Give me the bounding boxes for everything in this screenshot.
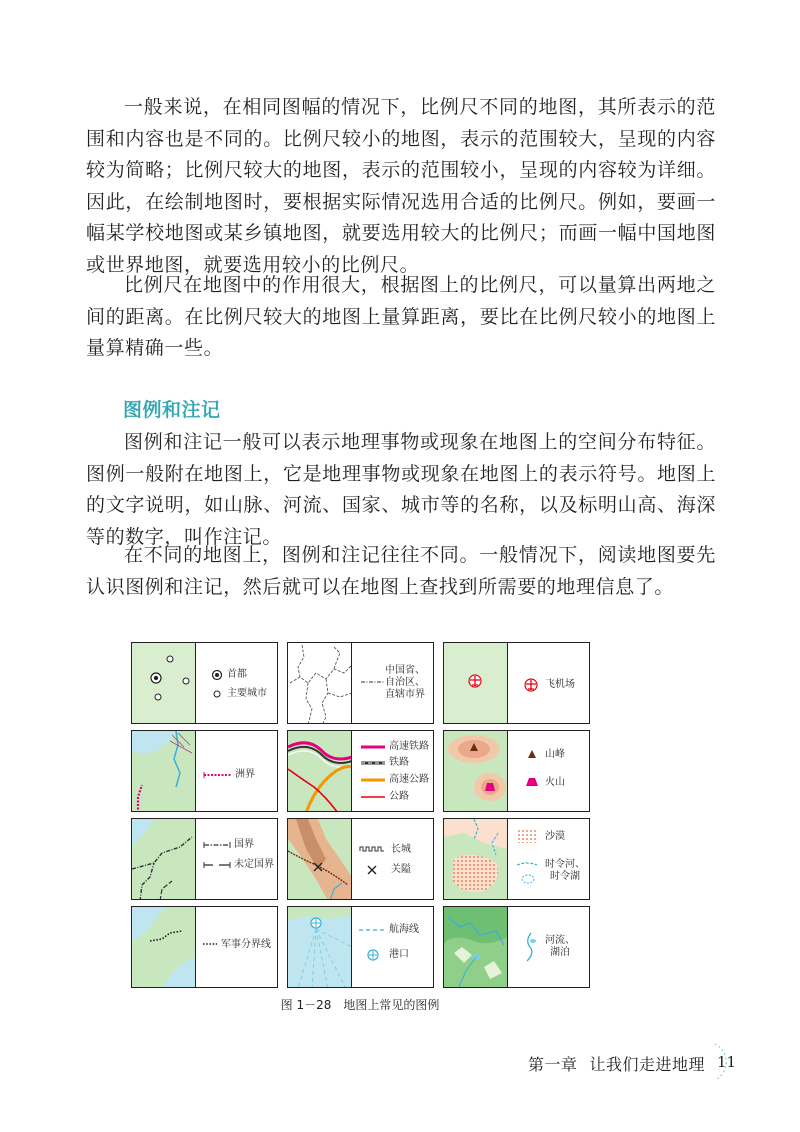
paragraph-scale-comparison: 一般来说，在相同图幅的情况下，比例尺不同的地图，其所表示的范围和内容也是不同的。比例尺较小的地图，表示的范围较大，呈现的内容较为简略；比例尺较大的地图，表示的范围较小，呈现的内容较为详细。因此，在绘制地图时，要根据实际情况选用合适的比例尺。例如，要画一幅某学校地图或某乡镇地图，就要选用较大的比例尺；而画一幅中国地图或世界地图，就要选用较小的比例尺。 [86,96,716,276]
legend-cell-airport [443,642,590,724]
legend-label-pass: 关隘 [391,864,411,875]
figure-number: 图 1－28 [280,998,332,1012]
legend-cell-peak-volcano [443,730,590,812]
river-lake-symbol [521,931,539,963]
map-sample-continent [132,731,196,811]
legend-cell-transport [287,730,434,812]
legend-cell-cities [131,642,278,724]
map-sample-great-wall [288,819,352,899]
legend-label-volcano: 火山 [545,777,565,788]
legend-label-military-line: 军事分界线 [221,939,271,950]
map-sample-provinces [288,643,352,723]
legend-cell-desert [443,818,590,900]
legend-label-continent-boundary: 洲界 [235,769,255,780]
footer-chapter [528,1052,717,1075]
legend-cell-rivers-lakes [443,906,590,988]
legend-cell-great-wall [287,818,434,900]
legend-label-great-wall: 长城 [391,844,411,855]
legend-cell-continent-boundary [131,730,278,812]
legend-label-highway: 公路 [389,791,409,802]
legend-cell-shipping [287,906,434,988]
map-sample-cities [132,643,196,723]
legend-label-railway: 铁路 [389,757,409,768]
figure-title: 地图上常见的图例 [343,998,440,1012]
legend-label-highspeed-rail: 高速铁路 [389,741,429,752]
legend-cell-military-line [131,906,278,988]
legend-label-shipping-line: 航海线 [389,924,419,935]
volcano-icon [525,777,539,787]
map-sample-national-boundary [132,819,196,899]
transport-symbols [361,743,385,803]
page-number: 11 [717,1053,737,1071]
paragraph-scale-usage: 比例尺在地图中的作用很大，根据图上的比例尺，可以量算出两地之间的距离。在比例尺较大的地图上量算距离，要比在比例尺较小的地图上量算精确一些。 [86,274,716,359]
map-sample-shipping [288,907,352,987]
seasonal-river-lake-symbol [515,859,541,887]
provincial-boundary-symbol [361,679,385,685]
military-line-symbol [203,941,217,947]
port-icon [367,949,379,961]
map-sample-desert [444,819,508,899]
national-boundary-symbol [203,841,231,873]
map-sample-rivers [444,907,508,987]
peak-icon [527,749,537,759]
figure-caption [0,996,720,1013]
desert-symbol [517,829,537,843]
legend-label-capital: 首都 [227,669,247,680]
map-sample-military-line [132,907,196,987]
map-sample-transport [288,731,352,811]
map-sample-airport [444,643,508,723]
legend-label-port: 港口 [389,949,409,960]
great-wall-symbol [359,845,385,853]
continent-boundary-symbol [203,771,233,779]
major-city-icon [212,689,222,699]
legend-cell-provincial-boundary [287,642,434,724]
paragraph-legend-reading: 在不同的地图上，图例和注记往往不同。一般情况下，阅读地图要先认识图例和注记，然后就可以在地图上查找到所需要的地理信息了。 [86,544,716,598]
shipping-line-symbol [359,927,385,933]
airport-icon [524,678,538,692]
legend-cell-national-boundary [131,818,278,900]
capital-icon [211,669,223,681]
paragraph-legend-definition: 图例和注记一般可以表示地理事物或现象在地图上的空间分布特征。图例一般附在地图上，它是地理事物或现象在地图上的表示符号。地图上的文字说明，如山脉、河流、国家、城市等的名称，以及标明山高、海深等的数字，叫作注记。 [86,431,716,548]
section-heading-legend: 图例和注记 [123,399,221,421]
pass-icon [366,864,378,876]
map-sample-terrain [444,731,508,811]
legend-label-seasonal: 时令河、 时令湖 [545,859,585,882]
legend-label-major-city: 主要城市 [227,688,267,699]
legend-label-national-boundary: 国界 [234,839,254,850]
legend-label-peak: 山峰 [545,749,565,760]
legend-label-provincial-boundary: 中国省、 自治区、 直辖市界 [385,665,425,700]
legend-label-expressway: 高速公路 [389,774,429,785]
legend-label-rivers-lakes: 河流、 湖泊 [545,935,575,958]
legend-label-undefined-boundary: 未定国界 [234,859,274,870]
chapter-title: 让我们走进地理 [589,1055,706,1074]
legend-label-desert: 沙漠 [545,831,565,842]
legend-label-airport: 飞机场 [545,679,575,690]
chapter-number: 第一章 [528,1055,578,1074]
